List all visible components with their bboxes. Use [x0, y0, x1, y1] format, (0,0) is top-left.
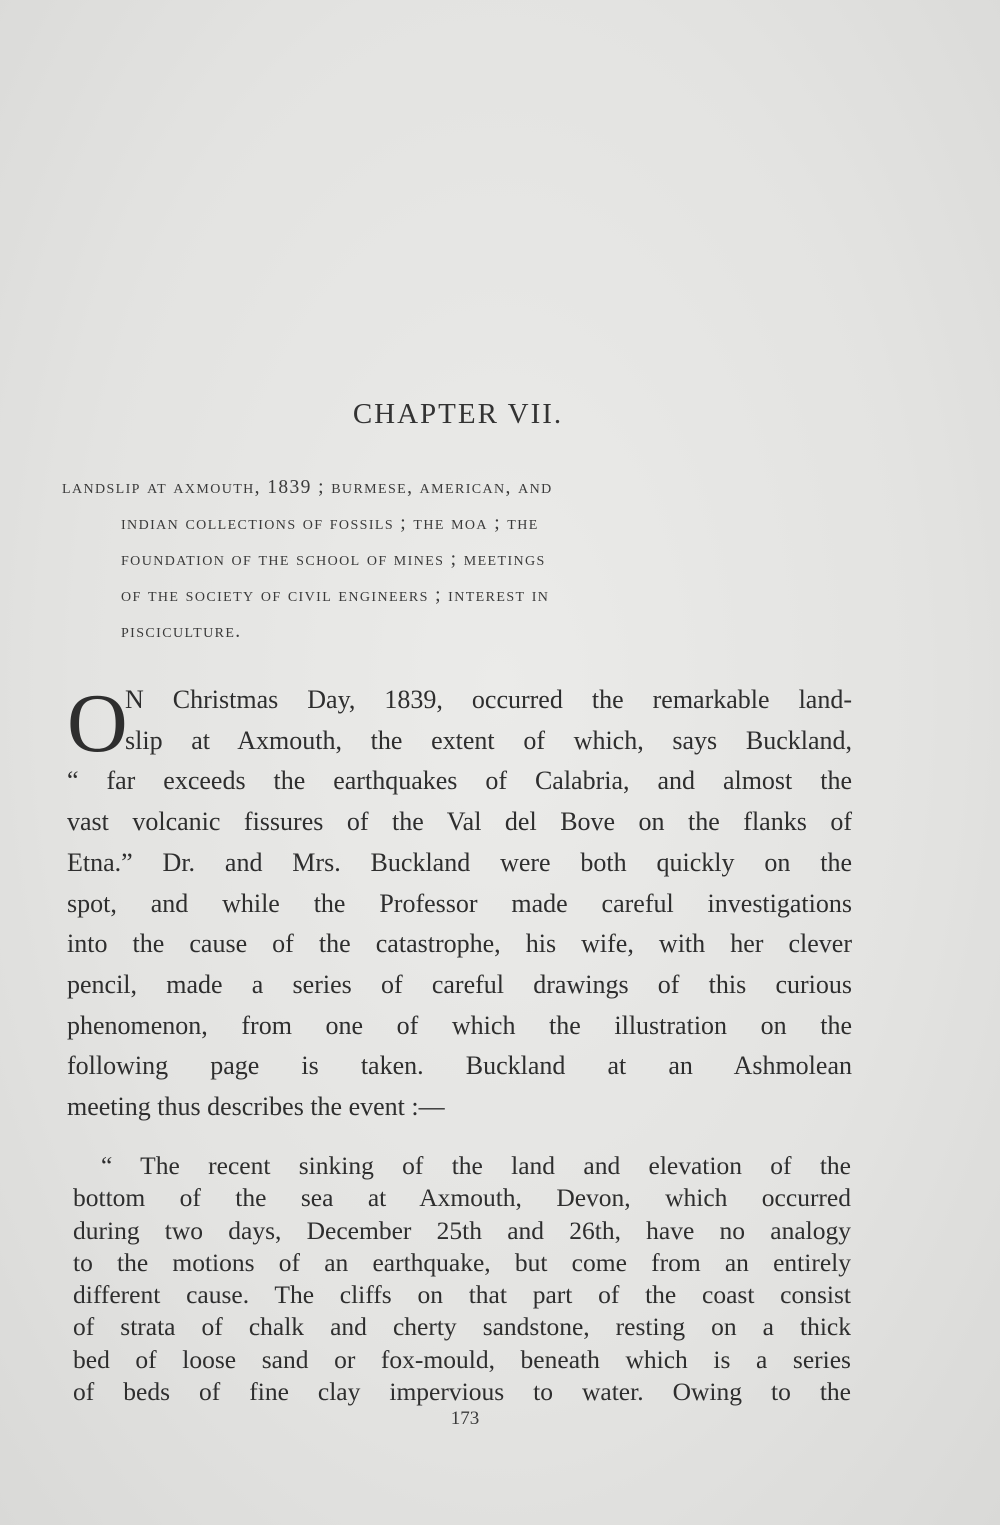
body-line: spot, and while the Professor made careful investigations	[67, 888, 852, 918]
body-line: into the cause of the catastrophe, his wife, with her clever	[67, 929, 852, 959]
summary-line: of the society of civil engineers ; interest in	[121, 585, 550, 606]
summary-line: foundation of the school of mines ; meetings	[121, 549, 546, 570]
chapter-summary	[62, 470, 852, 650]
body-line: meeting thus describes the event :—	[67, 1092, 445, 1122]
body-line: slip at Axmouth, the extent of which, says Buckland,	[125, 725, 852, 755]
page-number: 173	[450, 1408, 480, 1429]
body-line: Etna.” Dr. and Mrs. Buckland were both quickly on the	[67, 847, 852, 877]
quote-line: during two days, December 25th and 26th, have no analogy	[73, 1215, 851, 1245]
quote-line: different cause. The cliffs on that part of the coast consist	[73, 1280, 851, 1310]
quote-line: bottom of the sea at Axmouth, Devon, which occurred	[73, 1183, 851, 1213]
body-line: “ far exceeds the earthquakes of Calabria, and almost the	[67, 766, 852, 796]
quote-line: to the motions of an earthquake, but come from an entirely	[73, 1247, 851, 1277]
body-line: vast volcanic fissures of the Val del Bove on the flanks of	[67, 807, 852, 837]
drop-cap: O	[67, 677, 128, 770]
body-line: pencil, made a series of careful drawings of this curious	[67, 969, 852, 999]
body-line: phenomenon, from one of which the illustration on the	[67, 1010, 852, 1040]
summary-line: indian collections of fossils ; the moa ; the	[121, 513, 539, 534]
quote-line: “ The recent sinking of the land and elevation of the	[101, 1151, 851, 1180]
chapter-title: CHAPTER VII.	[352, 398, 564, 430]
summary-line: pisciculture.	[121, 621, 242, 642]
summary-line: landslip at axmouth, 1839 ; burmese, american, and	[62, 477, 553, 498]
body-line: following page is taken. Buckland at an Ashmolean	[67, 1051, 852, 1081]
body-line: N Christmas Day, 1839, occurred the remarkable land-	[125, 685, 852, 714]
quote-line: of beds of fine clay impervious to water. Owing to the	[73, 1377, 851, 1407]
quotation-paragraph	[73, 1150, 851, 1408]
quote-line: bed of loose sand or fox-mould, beneath which is a series	[73, 1344, 851, 1374]
quote-line: of strata of chalk and cherty sandstone, resting on a thick	[73, 1312, 851, 1342]
body-paragraph	[67, 677, 852, 1128]
